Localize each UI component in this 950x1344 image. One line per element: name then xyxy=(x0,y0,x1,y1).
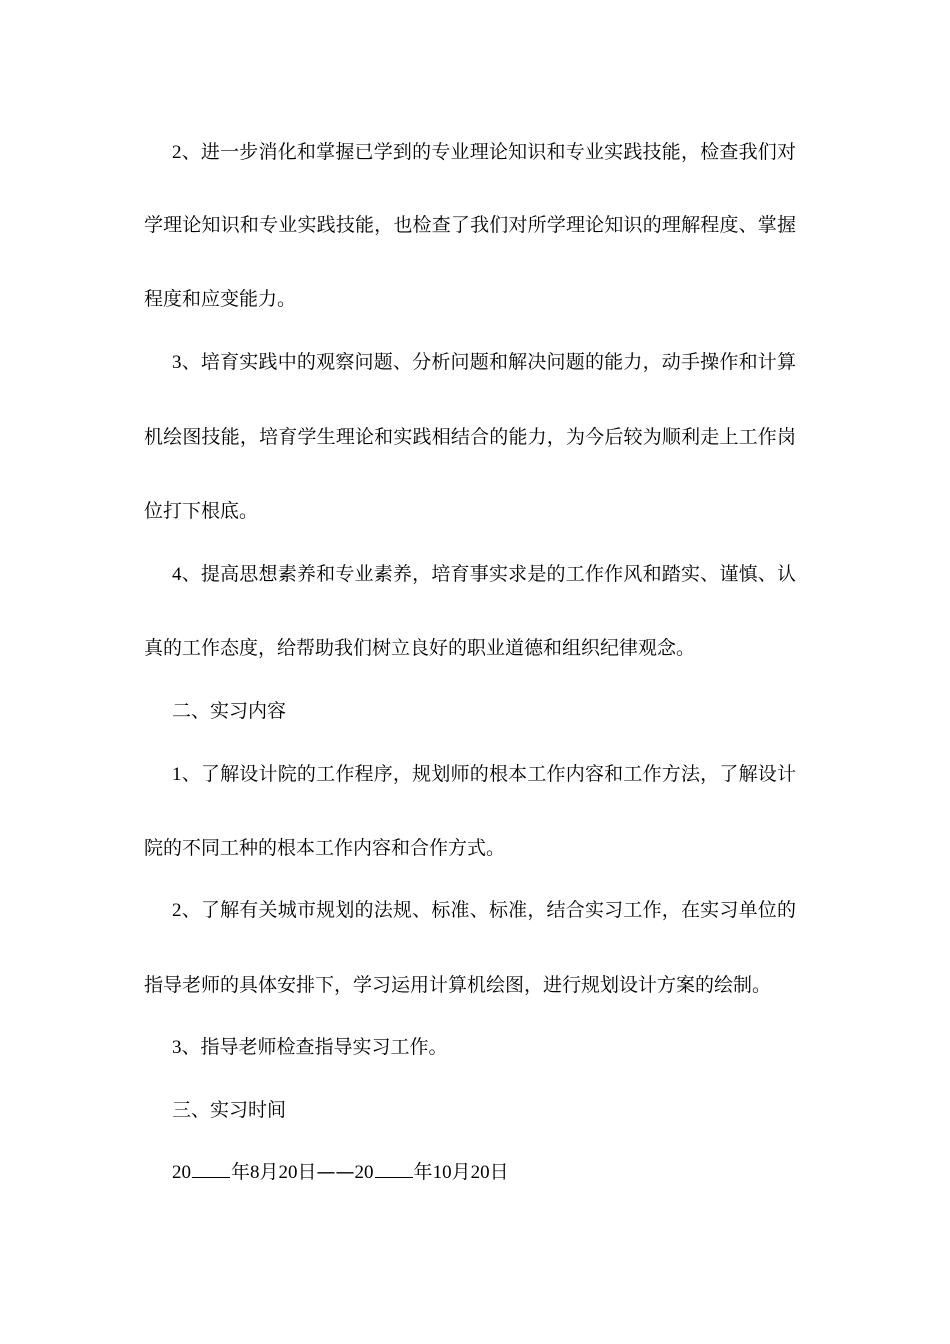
item-number: 1 xyxy=(172,764,182,785)
end-day-char: 日 xyxy=(489,1161,509,1183)
end-month: 10 xyxy=(432,1162,452,1183)
paragraph-5-line-2: 指导老师的具体安排下，学习运用计算机绘图，进行规划设计方案的绘制。 xyxy=(144,974,772,996)
internship-date-range xyxy=(172,1159,796,1186)
end-year-blank xyxy=(375,1159,413,1178)
item-number: 2 xyxy=(172,142,182,163)
line-text: 、培育实践中的观察问题、分析问题和解决问题的能力，动手操作和计算 xyxy=(181,351,796,373)
start-year-blank xyxy=(192,1159,230,1178)
paragraph-2-line-2: 机绘图技能，培育学生理论和实践相结合的能力，为今后较为顺利走上工作岗 xyxy=(144,426,796,448)
item-number: 3 xyxy=(172,1037,182,1058)
end-month-char: 月 xyxy=(451,1161,471,1183)
paragraph-4-line-2: 院的不同工种的根本工作内容和合作方式。 xyxy=(144,837,506,859)
end-day: 20 xyxy=(470,1162,490,1183)
line-text: 、了解设计院的工作程序，规划师的根本工作内容和工作方法，了解设计 xyxy=(181,763,796,785)
paragraph-2-line-3: 位打下根底。 xyxy=(144,500,259,522)
item-number: 2 xyxy=(172,900,182,921)
start-month: 8 xyxy=(250,1162,260,1183)
end-year-char: 年 xyxy=(413,1161,433,1183)
paragraph-3-line-1 xyxy=(172,561,796,588)
section-heading-time: 三、实习时间 xyxy=(172,1099,287,1121)
paragraph-3-line-2: 真的工作态度，给帮助我们树立良好的职业道德和组织纪律观念。 xyxy=(144,637,696,659)
start-month-char: 月 xyxy=(259,1161,279,1183)
paragraph-4-line-1 xyxy=(172,761,796,788)
paragraph-6-line-1 xyxy=(172,1034,796,1061)
start-day: 20 xyxy=(278,1162,298,1183)
paragraph-1-line-1 xyxy=(172,139,796,166)
end-year-prefix: 20 xyxy=(354,1162,374,1183)
item-number: 3 xyxy=(172,352,182,373)
item-number: 4 xyxy=(172,564,182,585)
start-year-prefix: 20 xyxy=(172,1162,191,1183)
section-heading-content: 二、实习内容 xyxy=(172,700,287,722)
line-text: 、指导老师检查指导实习工作。 xyxy=(181,1036,448,1058)
paragraph-2-line-1 xyxy=(172,349,796,376)
line-text: 、进一步消化和掌握已学到的专业理论知识和专业实践技能，检查我们对 xyxy=(181,141,796,163)
start-day-char: 日—— xyxy=(297,1161,355,1183)
paragraph-1-line-3: 程度和应变能力。 xyxy=(144,288,297,310)
line-text: 、提高思想素养和专业素养，培育事实求是的工作作风和踏实、谨慎、认 xyxy=(181,563,796,585)
paragraph-5-line-1 xyxy=(172,897,796,924)
line-text: 、了解有关城市规划的法规、标准、标准，结合实习工作，在实习单位的 xyxy=(181,899,796,921)
start-year-char: 年 xyxy=(231,1161,251,1183)
paragraph-1-line-2: 学理论知识和专业实践技能，也检查了我们对所学理论知识的理解程度、掌握 xyxy=(144,214,796,236)
